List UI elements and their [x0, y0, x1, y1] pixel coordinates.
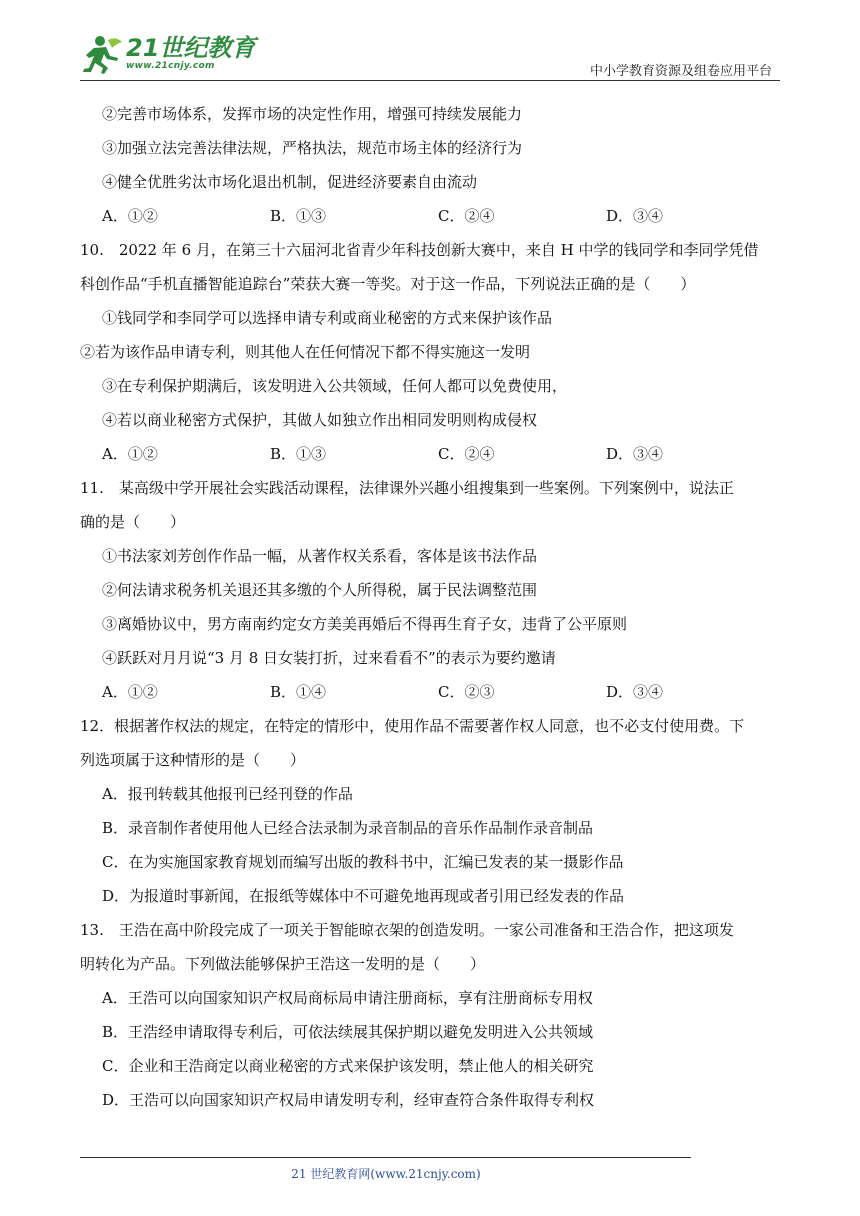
- q10-option-d: D．③④: [606, 445, 664, 463]
- q9-options: [102, 204, 722, 228]
- footer-divider: [80, 1157, 691, 1158]
- q11-statement-4: ④跃跃对月月说“3 月 8 日女装打折，过来看看不”的表示为要约邀请: [102, 649, 556, 667]
- q11-stem-line-2: 确的是（ ）: [80, 513, 186, 531]
- q13-stem-line-1: 13. 王浩在高中阶段完成了一项关于智能晾衣架的创造发明。一家公司准备和王浩合作，把这项发: [80, 921, 734, 939]
- q13-option-a: A．王浩可以向国家知识产权局商标局申请注册商标，享有注册商标专用权: [102, 989, 593, 1007]
- q10-stem-line-2: 科创作品“手机直播智能追踪台”荣获大赛一等奖。对于这一作品，下列说法正确的是（ ）: [80, 275, 696, 293]
- q9-option-a: A．①②: [102, 207, 158, 225]
- q11-option-d: D．③④: [606, 683, 664, 701]
- q11-statement-3: ③离婚协议中，男方南南约定女方美美再婚后不得再生育子女，违背了公平原则: [102, 615, 628, 633]
- q9-statement-4: ④健全优胜劣汰市场化退出机制，促进经济要素自由流动: [102, 173, 478, 191]
- q11-statement-1: ①书法家刘芳创作作品一幅，从著作权关系看，客体是该书法作品: [102, 547, 538, 565]
- q13-option-c: C．企业和王浩商定以商业秘密的方式来保护该发明，禁止他人的相关研究: [102, 1057, 594, 1075]
- q12-option-a: A．报刊转载其他报刊已经刊登的作品: [102, 785, 353, 803]
- q9-option-c: C．②④: [438, 207, 495, 225]
- logo-title: 21世纪教育: [126, 34, 256, 62]
- page-header: [80, 30, 780, 82]
- q11-option-b: B．①④: [270, 683, 327, 701]
- q11-options: [102, 680, 722, 704]
- q10-stem-line-1: 10. 2022 年 6 月，在第三十六届河北省青少年科技创新大赛中，来自 H 中学的钱同学和李同学凭借: [80, 241, 759, 259]
- q9-statement-2: ②完善市场体系，发挥市场的决定性作用，增强可持续发展能力: [102, 105, 523, 123]
- q10-statement-4: ④若以商业秘密方式保护，其做人如独立作出相同发明则构成侵权: [102, 411, 538, 429]
- q10-option-b: B．①③: [270, 445, 327, 463]
- q9-statement-3: ③加强立法完善法律法规，严格执法，规范市场主体的经济行为: [102, 139, 523, 157]
- q10-statement-2: ②若为该作品申请专利，则其他人在任何情况下都不得实施这一发明: [80, 343, 531, 361]
- q12-option-b: B．录音制作者使用他人已经合法录制为录音制品的音乐作品制作录音制品: [102, 819, 594, 837]
- site-logo[interactable]: [80, 34, 255, 76]
- q9-option-d: D．③④: [606, 207, 664, 225]
- q12-stem-line-2: 列选项属于这种情形的是（ ）: [80, 751, 306, 769]
- q13-option-b: B．王浩经申请取得专利后，可依法续展其保护期以避免发明进入公共领域: [102, 1023, 594, 1041]
- q12-option-d: D．为报道时事新闻，在报纸等媒体中不可避免地再现或者引用已经发表的作品: [102, 887, 625, 905]
- q10-statement-3: ③在专利保护期满后，该发明进入公共领域，任何人都可以免费使用，: [102, 377, 568, 395]
- q10-option-c: C．②④: [438, 445, 495, 463]
- q13-stem-line-2: 明转化为产品。下列做法能够保护王浩这一发明的是（ ）: [80, 955, 486, 973]
- q11-option-c: C．②③: [438, 683, 495, 701]
- q12-stem-line-1: 12．根据著作权法的规定，在特定的情形中，使用作品不需要著作权人同意，也不必支付使用费。下: [80, 717, 745, 735]
- footer-link[interactable]: 21 世纪教育网(www.21cnjy.com): [291, 1167, 481, 1181]
- q10-statement-1: ①钱同学和李同学可以选择申请专利或商业秘密的方式来保护该作品: [102, 309, 553, 327]
- runner-logo-icon: [80, 34, 124, 76]
- q10-option-a: A．①②: [102, 445, 158, 463]
- q10-options: [102, 442, 722, 466]
- platform-name: 中小学教育资源及组卷应用平台: [589, 64, 772, 79]
- q9-option-b: B．①③: [270, 207, 327, 225]
- q13-option-d: D．王浩可以向国家知识产权局申请发明专利，经审查符合条件取得专利权: [102, 1091, 595, 1109]
- q11-stem-line-1: 11. 某高级中学开展社会实践活动课程，法律课外兴趣小组搜集到一些案例。下列案例中，说法正: [80, 479, 734, 497]
- q11-option-a: A．①②: [102, 683, 158, 701]
- header-divider: [80, 80, 780, 81]
- q12-option-c: C．在为实施国家教育规划而编写出版的教科书中，汇编已发表的某一摄影作品: [102, 853, 624, 871]
- logo-url: www.21cnjy.com: [126, 61, 215, 71]
- q11-statement-2: ②何法请求税务机关退还其多缴的个人所得税，属于民法调整范围: [102, 581, 538, 599]
